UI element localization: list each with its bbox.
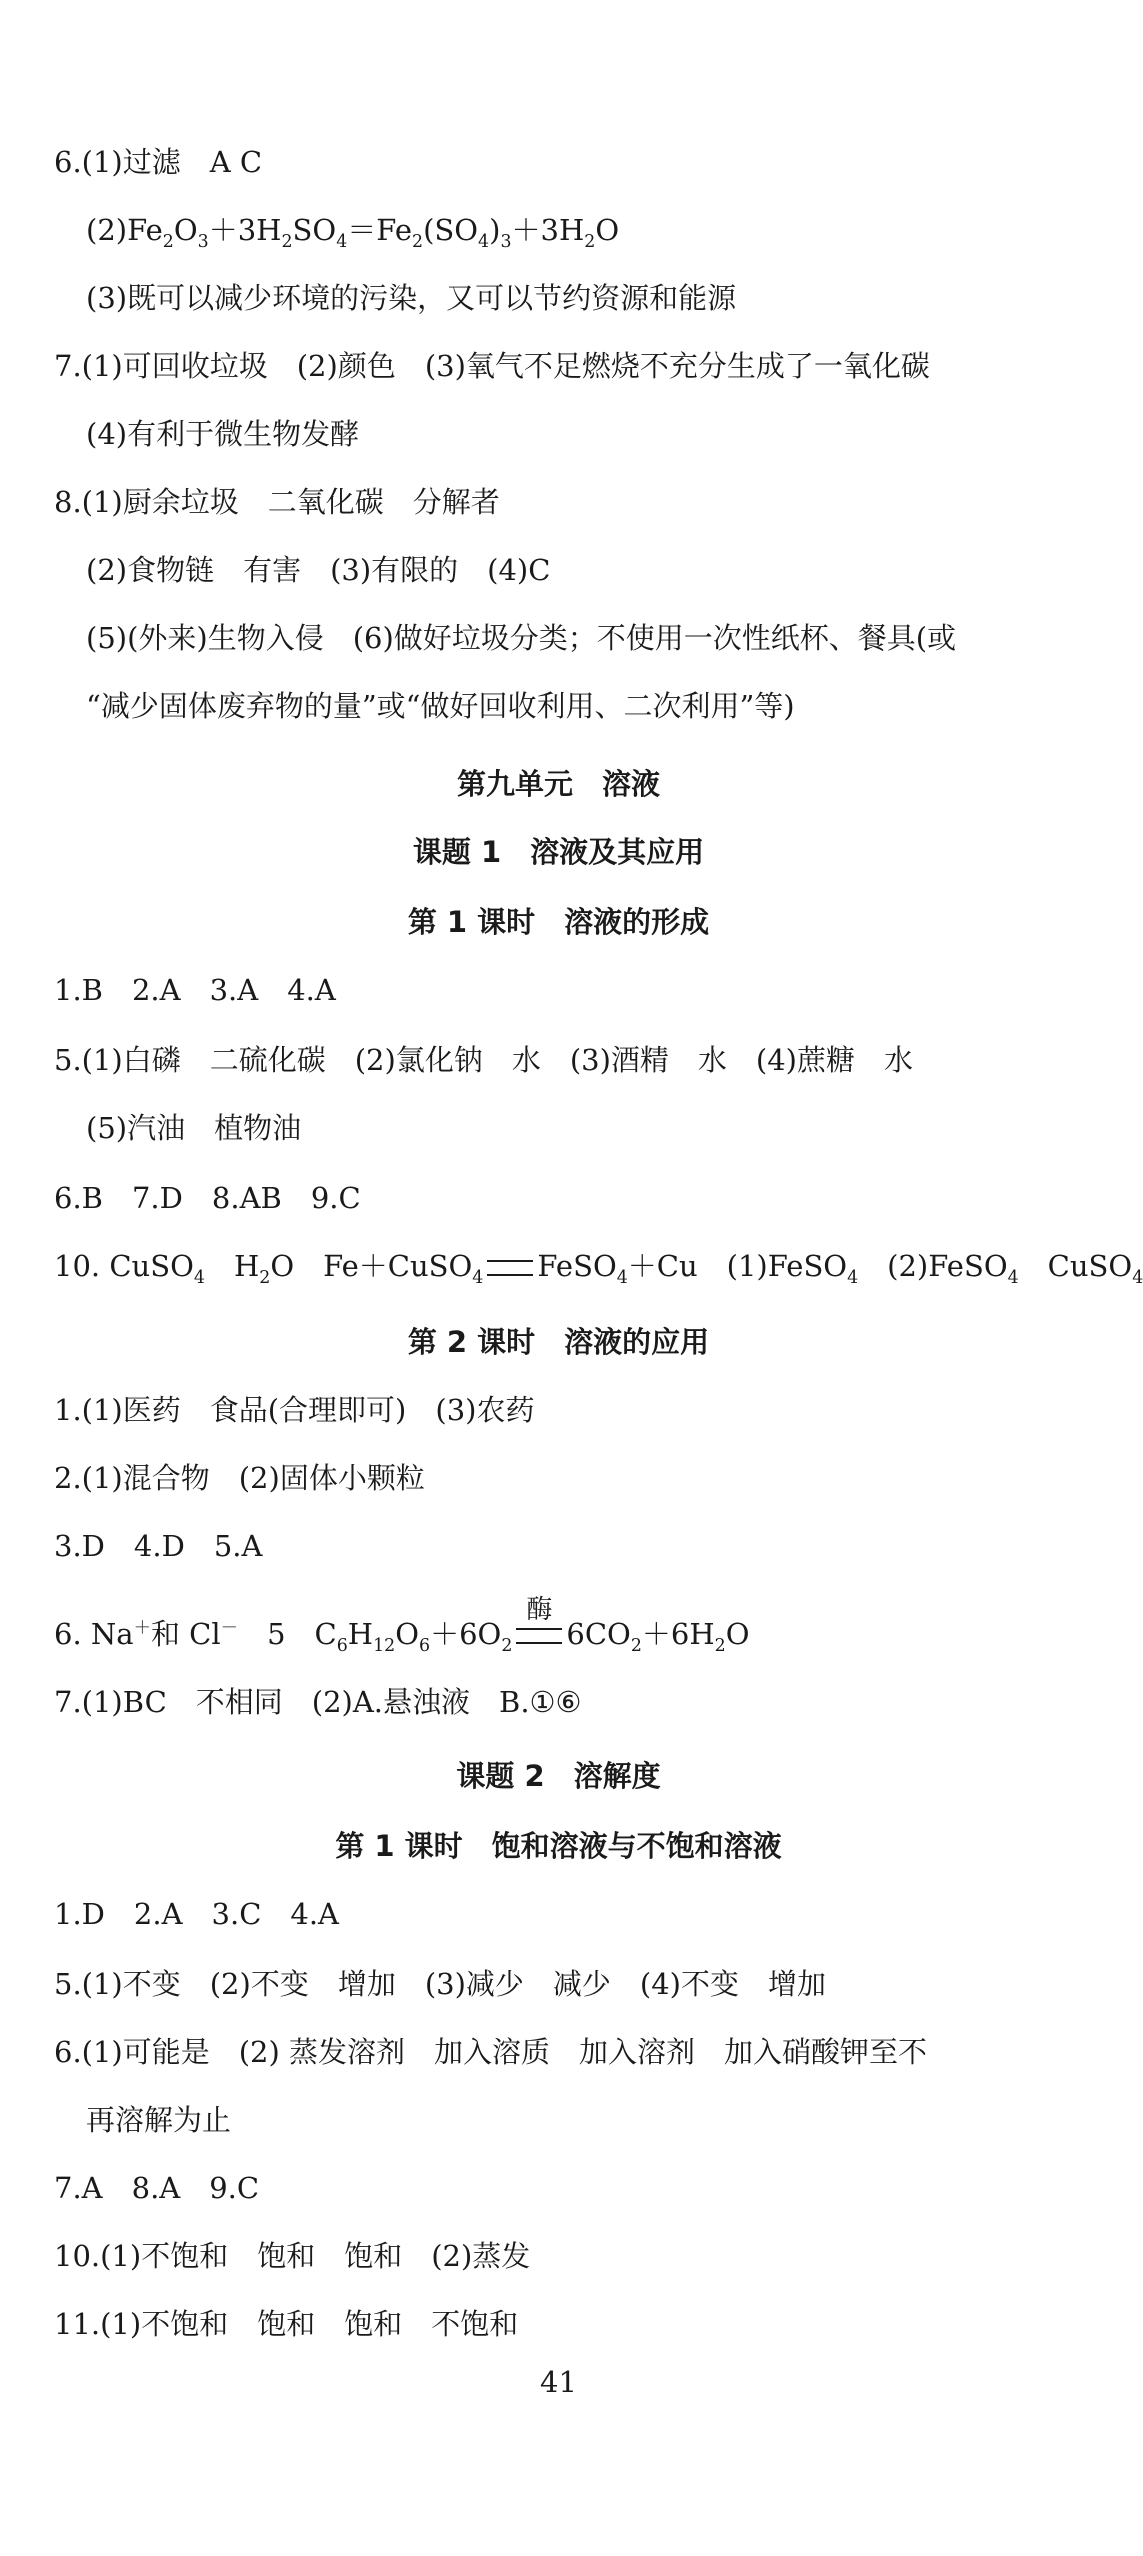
answer-line: 5.(1)白磷 二硫化碳 (2)氯化钠 水 (3)酒精 水 (4)蔗糖 水 (54, 1043, 913, 1077)
answer-line: 1.(1)医药 食品(合理即可) (3)农药 (54, 1393, 535, 1427)
equals-sign (487, 1260, 533, 1276)
answer-line: (2)食物链 有害 (3)有限的 (4)C (86, 553, 551, 587)
answer-line: (4)有利于微生物发酵 (86, 417, 360, 451)
page-number: 41 (540, 2365, 577, 2399)
answer-line: 7.(1)BC 不相同 (2)A.悬浊液 B.①⑥ (54, 1685, 582, 1719)
lesson-heading: 第 1 课时 溶液的形成 (407, 905, 710, 939)
answer-line: 2.(1)混合物 (2)固体小颗粒 (54, 1461, 425, 1495)
answer-line: (5)汽油 植物油 (86, 1111, 302, 1145)
answer-line: 8.(1)厨余垃圾 二氧化碳 分解者 (54, 485, 500, 519)
answer-line: (3)既可以减少环境的污染，又可以节约资源和能源 (86, 281, 737, 315)
answer-line: 7.A 8.A 9.C (54, 2171, 260, 2205)
lesson-heading: 第 1 课时 饱和溶液与不饱和溶液 (335, 1829, 782, 1863)
answer-line: 10.(1)不饱和 饱和 饱和 (2)蒸发 (54, 2239, 531, 2273)
answer-line: 11.(1)不饱和 饱和 饱和 不饱和 (54, 2307, 519, 2341)
answer-line: 7.(1)可回收垃圾 (2)颜色 (3)氧气不足燃烧不充分生成了一氧化碳 (54, 349, 930, 383)
answer-line: 1.B 2.A 3.A 4.A (54, 973, 336, 1007)
equation-line: 10. CuSO$_4$ $H_2O$ Fe＋CuSO$_4$ FeSO$_4$＋Cu (1)FeSO$_4$ (2)FeSO$_4$ CuSO$_4$ (54, 1249, 1143, 1288)
topic-heading: 课题 1 溶液及其应用 (412, 835, 705, 869)
answer-line: 5.(1)不变 (2)不变 增加 (3)减少 减少 (4)不变 增加 (54, 1967, 826, 2001)
answer-line: 6.B 7.D 8.AB 9.C (54, 1181, 361, 1215)
lesson-heading: 第 2 课时 溶液的应用 (407, 1325, 710, 1359)
topic-heading: 课题 2 溶解度 (456, 1759, 661, 1793)
equation-line: 6. Na＋和 Cl－ 5 $C_6H_{12}O_6+6O_2$ 酶 $6CO_2+6H_2O$ (54, 1614, 1077, 1654)
enzyme-equals-sign (516, 1595, 562, 1644)
unit-heading: 第九单元 溶液 (456, 767, 660, 801)
answer-line: (5)(外来)生物入侵 (6)做好垃圾分类；不使用一次性纸杯、餐具(或 (86, 621, 957, 655)
answer-line: 再溶解为止 (86, 2103, 232, 2137)
enzyme-label: 酶 (526, 1595, 553, 1625)
answer-line: 3.D 4.D 5.A (54, 1529, 263, 1563)
answer-line: 1.D 2.A 3.C 4.A (54, 1897, 340, 1931)
answer-line: 6.(1)过滤 A C (54, 145, 263, 179)
equation-line: $(2)Fe_2O_3+3H_2SO_4=Fe_2(SO_4)_3+3H_2O$ (86, 213, 620, 252)
answer-line: “减少固体废弃物的量”或“做好回收利用、二次利用”等) (86, 689, 795, 723)
answer-line: 6.(1)可能是 (2) 蒸发溶剂 加入溶质 加入溶剂 加入硝酸钾至不 (54, 2035, 928, 2069)
